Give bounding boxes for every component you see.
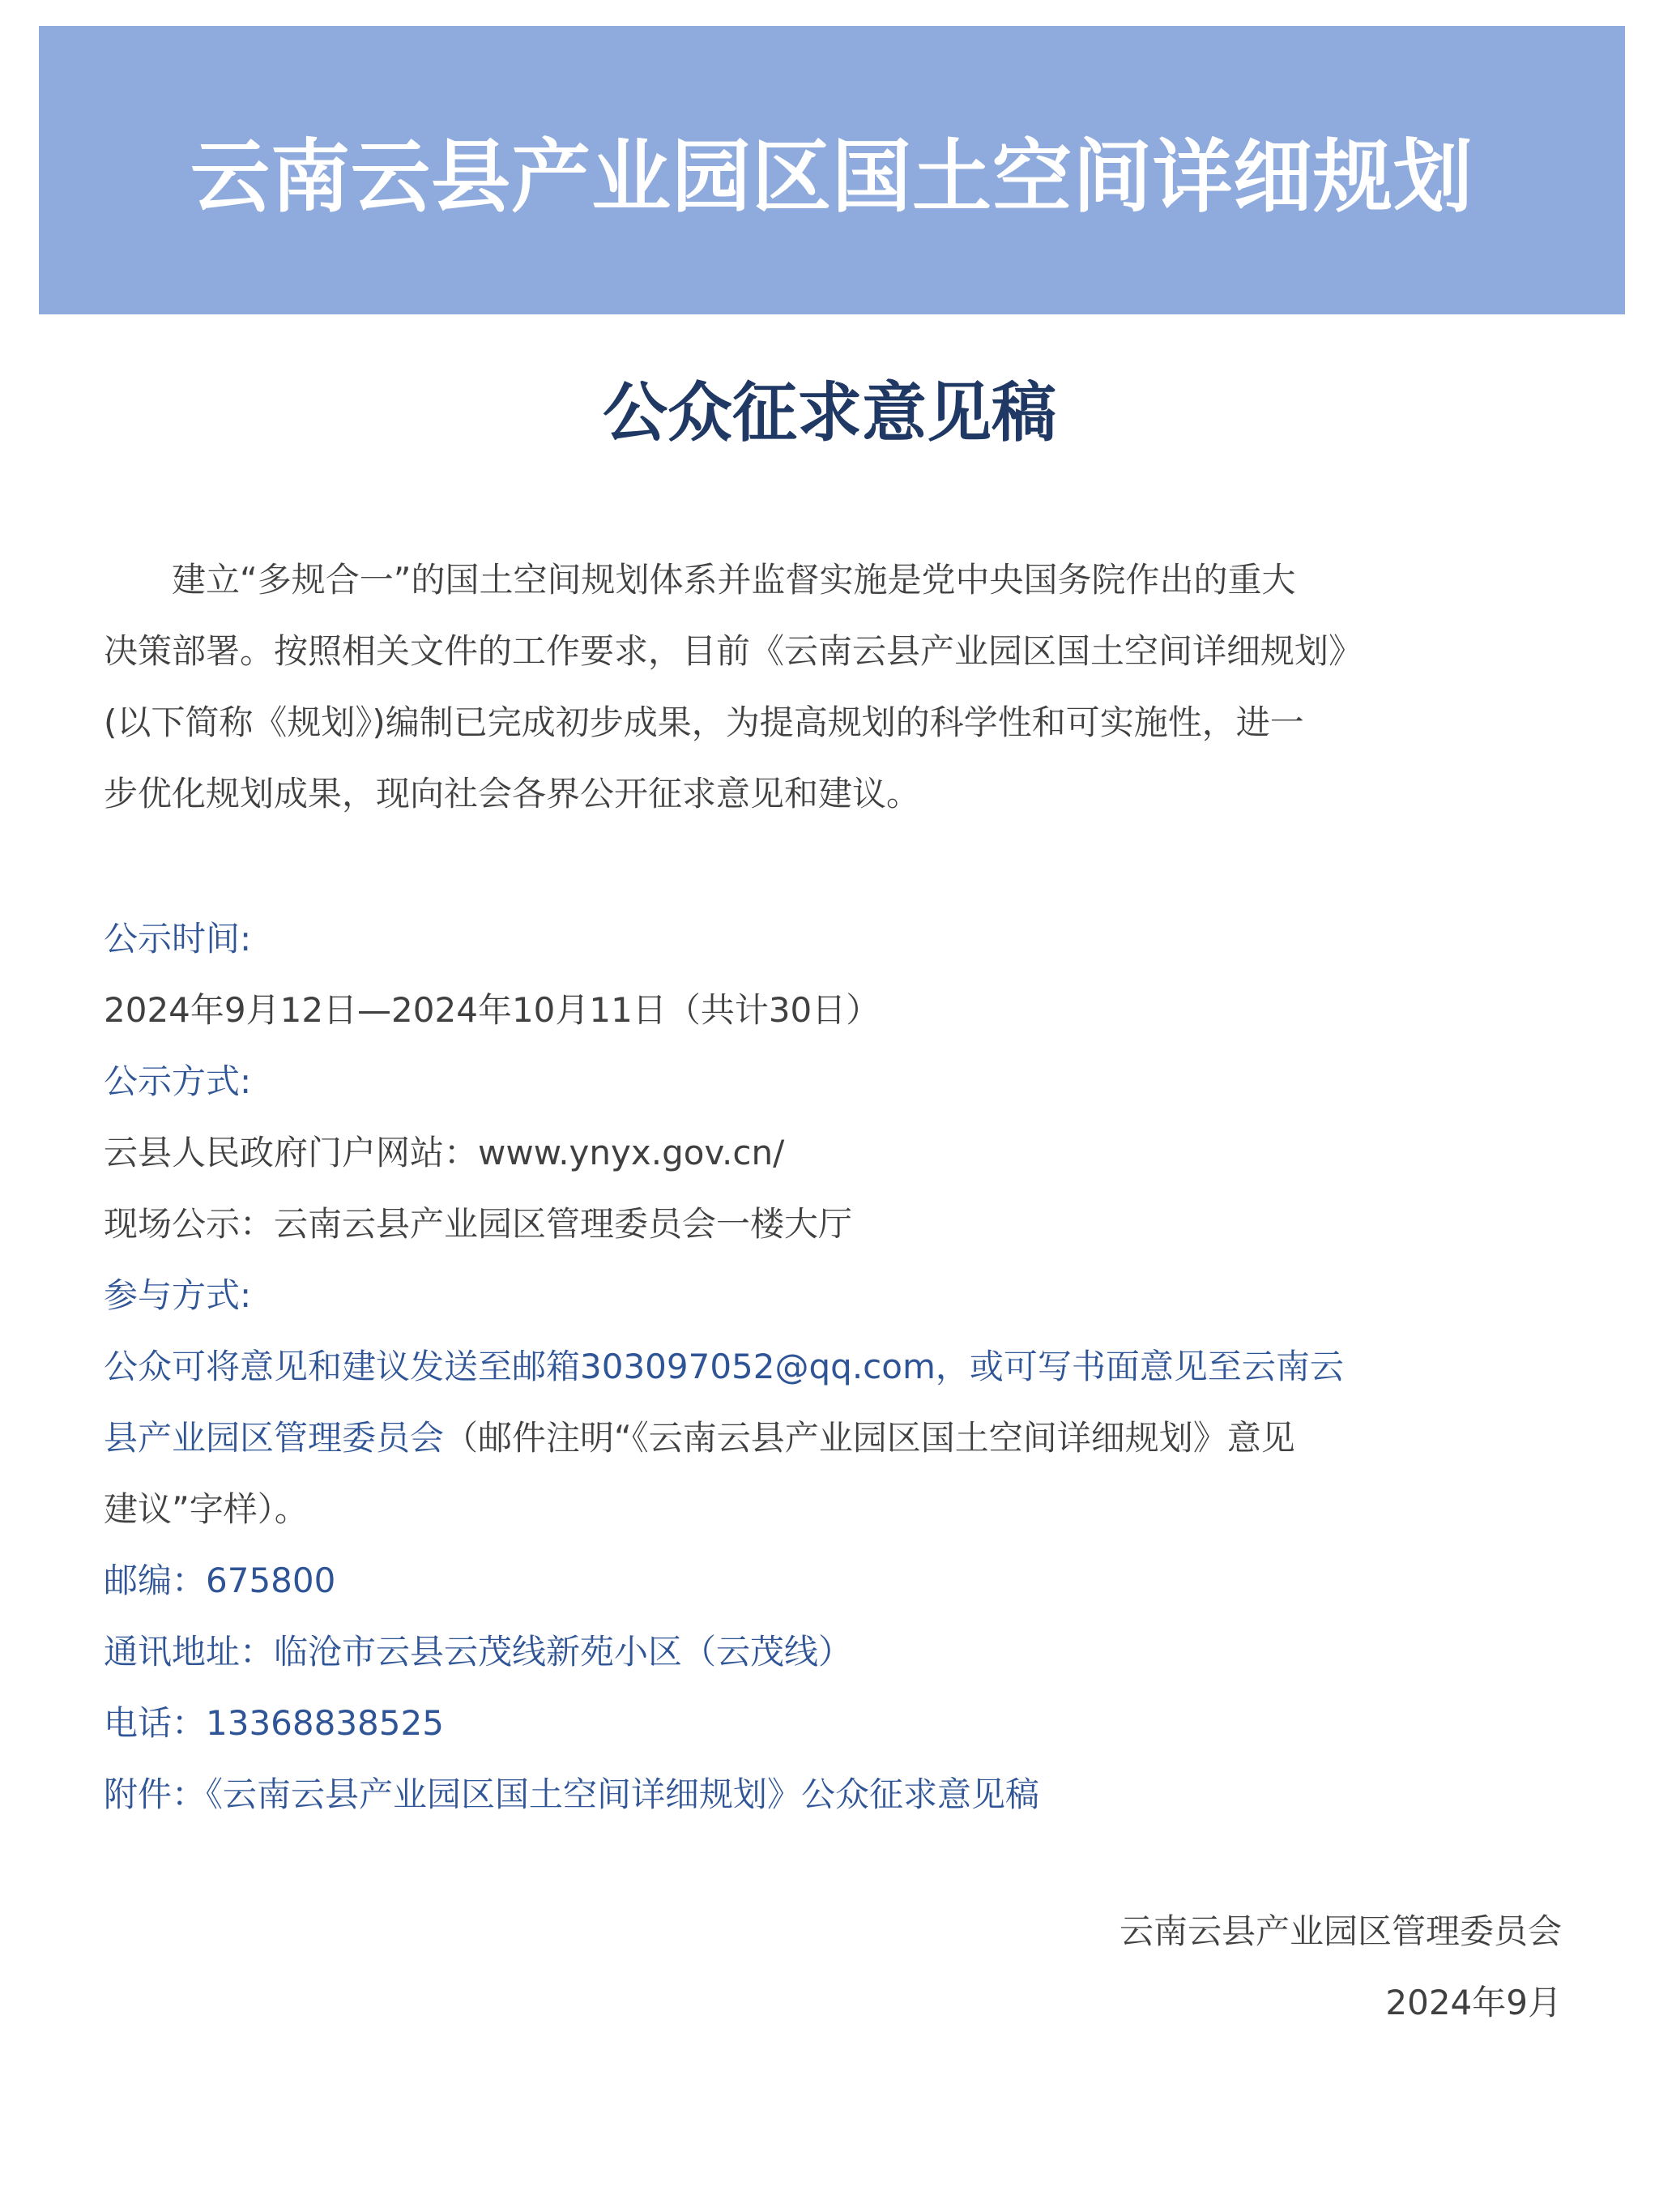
phone-number: 电话：13368838525 <box>104 1703 444 1743</box>
time-value: 2024年9月12日—2024年10月11日（共计30日） <box>104 990 881 1030</box>
participate-line-2 <box>104 1403 1562 1474</box>
participate-line-2-note: （邮件注明“《云南云县产业园区国土空间详细规划》意见 <box>444 1418 1295 1458</box>
participate-line-3: 建议”字样）。 <box>104 1489 309 1529</box>
method-label: 公示方式: <box>104 1061 252 1101</box>
signature-block <box>1120 1896 1562 2039</box>
signature-org: 云南云县产业园区管理委员会 <box>1119 1911 1562 1951</box>
postcode: 邮编：675800 <box>104 1561 336 1600</box>
time-label: 公示时间: <box>104 919 252 959</box>
mailing-address: 通讯地址：临沧市云县云茂线新苑小区（云茂线） <box>104 1632 853 1672</box>
intro-line: (以下简称《规划》)编制已完成初步成果，为提高规划的科学性和可实施性，进一 <box>104 702 1304 742</box>
title-banner <box>39 26 1625 314</box>
participate-label: 参与方式: <box>104 1275 252 1315</box>
document-title: 云南云县产业园区国土空间详细规划 <box>190 130 1473 224</box>
intro-line: 决策部署。按照相关文件的工作要求，目前《云南云县产业园区国土空间详细规划》 <box>104 631 1363 671</box>
attachment-value: 《云南云县产业园区国土空间详细规划》公众征求意见稿 <box>206 1774 1040 1814</box>
method-website: 云县人民政府门户网站：www.ynyx.gov.cn/ <box>104 1133 785 1172</box>
participate-line-1: 公众可将意见和建议发送至邮箱303097052@qq.com，或可写书面意见至云南云 <box>104 1347 1344 1386</box>
participate-line-2-org: 县产业园区管理委员会 <box>104 1418 445 1458</box>
method-onsite: 现场公示：云南云县产业园区管理委员会一楼大厅 <box>104 1204 853 1244</box>
attachment-label: 附件： <box>104 1774 207 1814</box>
attachment <box>104 1759 1562 1830</box>
document-subtitle: 公众征求意见稿 <box>603 375 1056 451</box>
intro-line: 建立“多规合一”的国土空间规划体系并监督实施是党中央国务院作出的重大 <box>172 560 1296 600</box>
intro-paragraph <box>104 544 1562 830</box>
signature-date: 2024年9月 <box>1385 1983 1562 2022</box>
info-section <box>104 903 1562 1830</box>
intro-line: 步优化规划成果，现向社会各界公开征求意见和建议。 <box>104 774 921 813</box>
